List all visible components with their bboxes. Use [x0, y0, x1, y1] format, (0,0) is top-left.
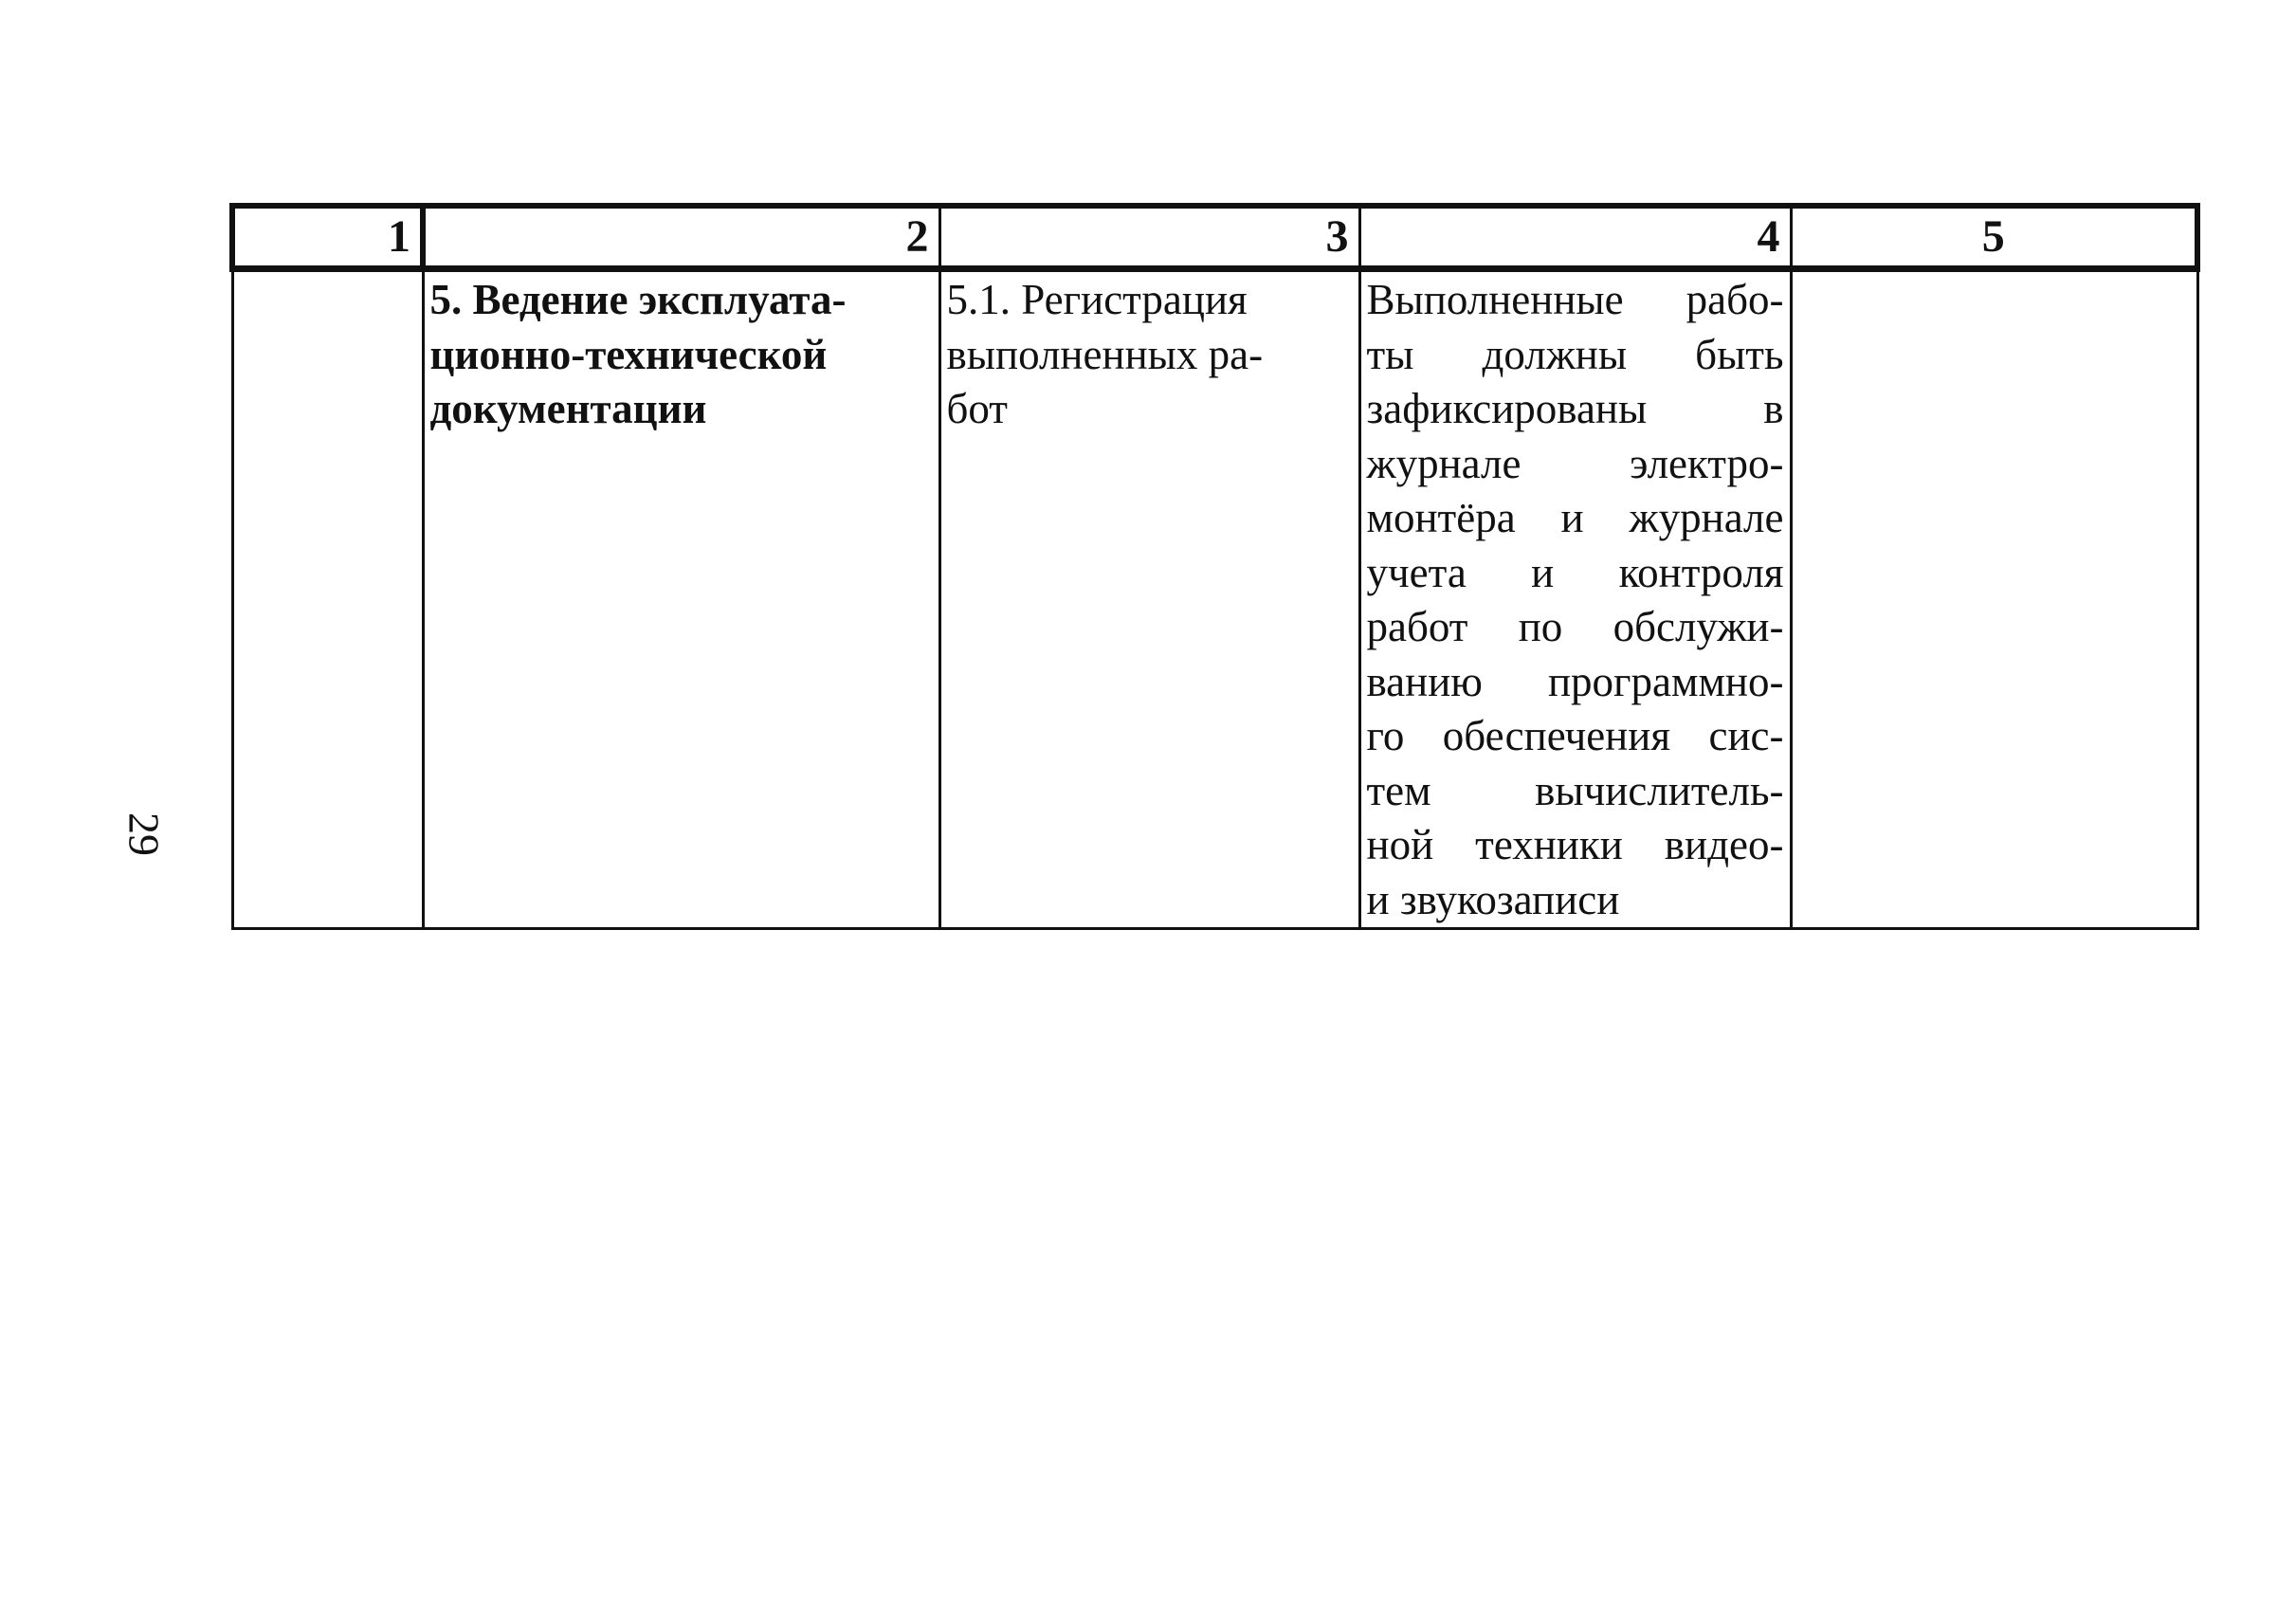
header-col-4: 4 [1359, 206, 1791, 269]
works-table [229, 203, 2200, 930]
subsection-line: 5.1. Регистрация [946, 276, 1248, 323]
table-header-row [232, 206, 2197, 269]
cell-requirements [1359, 269, 1791, 929]
header-col-5: 5 [1791, 206, 2197, 269]
page-number-text: 29 [119, 812, 169, 856]
requirements-line: ной техники видео- [1366, 821, 1784, 868]
requirements-line: го обеспечения сис- [1366, 712, 1784, 759]
cell-col-5 [1791, 269, 2197, 929]
subsection-line: бот [946, 385, 1008, 432]
requirements-line: тем вычислитель- [1366, 766, 1784, 814]
header-col-1: 1 [232, 206, 423, 269]
section-title-line: документации [429, 385, 707, 432]
requirements-line: монтёра и журнале [1366, 494, 1784, 541]
cell-section-title [423, 269, 939, 929]
requirements-line: Выполненные рабо- [1366, 276, 1784, 323]
requirements-line: ванию программно- [1366, 657, 1784, 705]
header-col-3: 3 [939, 206, 1359, 269]
requirements-line: журнале электро- [1366, 439, 1784, 487]
table-row [232, 269, 2197, 929]
cell-col-1 [232, 269, 423, 929]
requirements-line: ты должны быть [1366, 330, 1784, 378]
requirements-line: работ по обслужи- [1366, 603, 1784, 650]
header-col-2: 2 [423, 206, 939, 269]
cell-subsection [939, 269, 1359, 929]
requirements-line: зафиксированы в [1366, 385, 1784, 432]
subsection-line: выполненных ра- [946, 330, 1264, 378]
requirements-line: учета и контроля [1366, 548, 1784, 596]
requirements-line: и звукозаписи [1366, 875, 1620, 923]
section-title-line: ционно-технической [429, 330, 828, 378]
section-title-line: 5. Ведение эксплуата- [429, 276, 847, 323]
